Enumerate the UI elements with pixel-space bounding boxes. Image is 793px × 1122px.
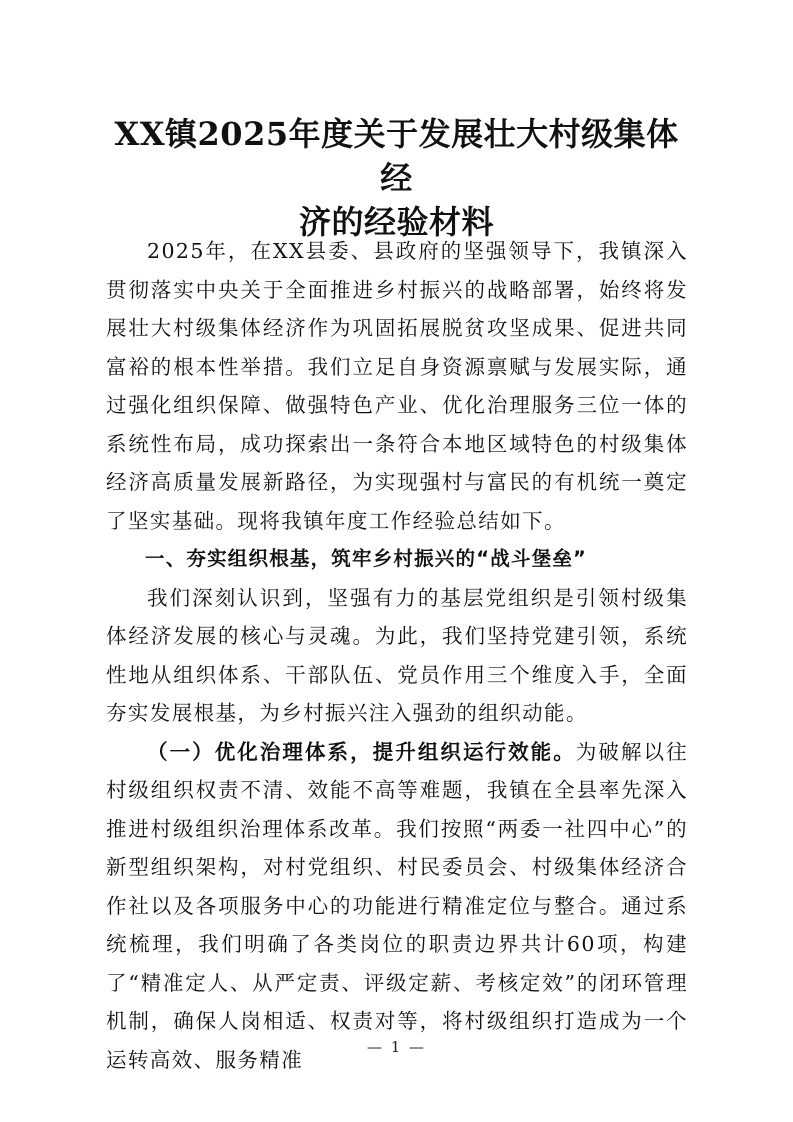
subsection-1-lead: （一）优化治理体系，提升组织运行效能。 <box>147 739 576 764</box>
document-title <box>100 112 693 244</box>
subsection-1-text: 为破解以往村级组织权责不清、效能不高等难题，我镇在全县率先深入推进村级组织治理体系改革。我们按照“两委一社四中心”的新型组织架构，对村党组织、村民委员会、村级集体经济合作社以及各项服务中心的功能进行精准定位与整合。通过系统梳理，我们明确了各类岗位的职责边界共计60项，构建了“精准定人、从严定责、评级定薪、考核定效”的闭环管理机制，确保人岗相适、权责对等，将村级组织打造成为一个运转高效、服务精准 <box>106 739 688 1072</box>
intro-paragraph: 2025年，在XX县委、县政府的坚强领导下，我镇深入贯彻落实中央关于全面推进乡村振兴的战略部署，始终将发展壮大村级集体经济作为巩固拓展脱贫攻坚成果、促进共同富裕的根本性举措。我们立足自身资源禀赋与发展实际，通过强化组织保障、做强特色产业、优化治理服务三位一体的系统性布局，成功探索出一条符合本地区域特色的村级集体经济高质量发展新路径，为实现强村与富民的有机统一奠定了坚实基础。现将我镇年度工作经验总结如下。 <box>106 239 688 533</box>
section-1-paragraph: 我们深刻认识到，坚强有力的基层党组织是引领村级集体经济发展的核心与灵魂。为此，我们坚持党建引领，系统性地从组织体系、干部队伍、党员作用三个维度入手，全面夯实发展根基，为乡村振兴注入强劲的组织动能。 <box>106 585 688 725</box>
title-line-2: 济的经验材料 <box>298 203 494 241</box>
title-line-1: XX镇2025年度关于发展壮大村级集体经 <box>114 115 679 197</box>
section-heading-1: 一、夯实组织根基，筑牢乡村振兴的“战斗堡垒” <box>145 547 588 570</box>
page-number: — 1 — <box>366 1038 427 1056</box>
subsection-1-paragraph <box>106 733 688 1080</box>
document-body <box>106 232 688 1079</box>
